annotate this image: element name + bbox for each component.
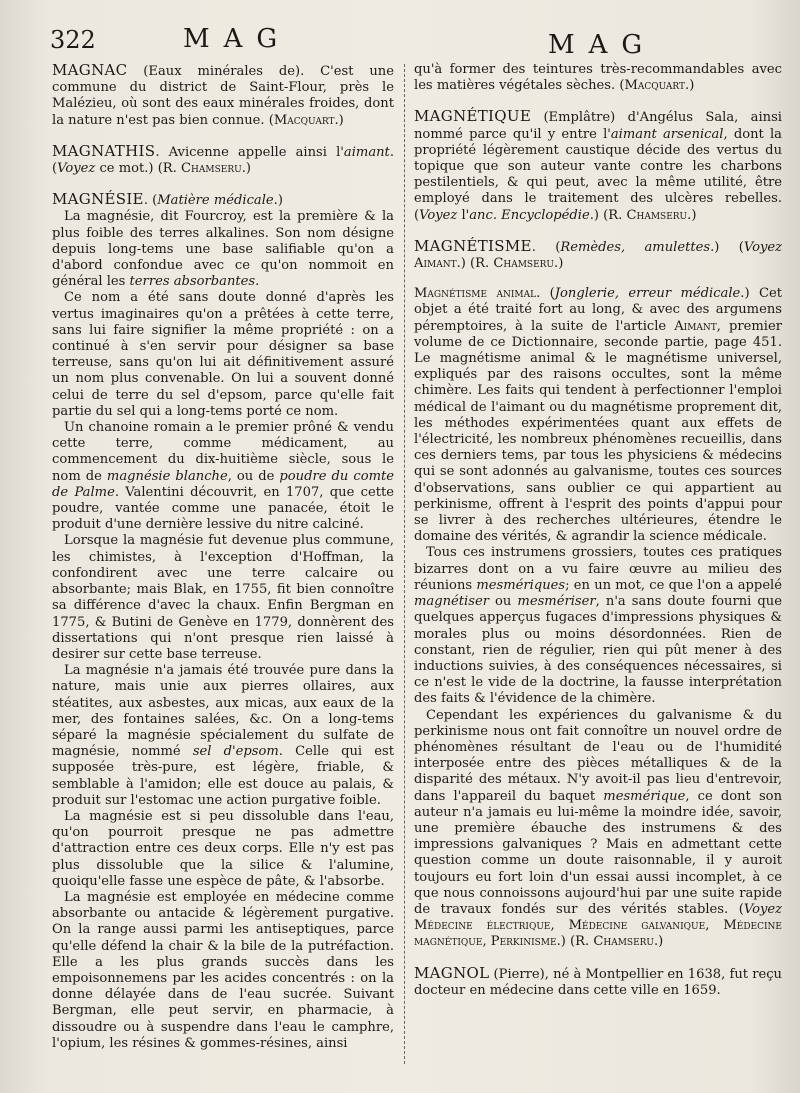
entry-magnac: MAGNAC (Eaux minérales de). C'est une commune du district de Saint-Flour, près le Malézieu, où sont des eaux minérales froides, dont la nature n'est pas bien connue. (Macquart.) [52,61,394,128]
author: Chamseru [593,934,655,950]
continuation: qu'à former des teintures très-recommandables avec les matières végétales sèches. (Macquart.) [414,62,782,94]
column-divider [404,64,405,1064]
running-title-right: MAG [548,30,657,60]
paragraph: Tous ces instrumens grossiers, toutes ces pratiques bizarres dont on a vu faire œuvre au milieu des réunions mesmériques; en un mot, ce que l'on a appelé magnétiser ou mesmériser, n'a sans doute fourni que quelques apperçus fugaces d'impressions physiques & morales plus ou moins désordonnées. Rien de constant, rien de régulier, rien qui pût mener à des inductions suivies, à des conséquences nécessaires, si ce n'est le vide de la doctrine, la fausse interprétation des faits & l'évidence de la chimère. [414,545,782,707]
left-column [52,62,394,1052]
paragraph: Un chanoine romain a le premier prôné & vendu cette terre, comme médicament, au commencement du dix-huitième siècle, sous le nom de magnésie blanche, ou de poudre du comte de Palme. Valentini découvrit, en 1707, que cette poudre, vantée comme une panacée, étoit le produit d'une dernière lessive du nitre calciné. [52,420,394,533]
headword: MAGNÉSIE [52,190,144,209]
entry-magnetique: MAGNÉTIQUE (Emplâtre) d'Angélus Sala, ainsi nommé parce qu'il y entre l'aimant arsenical, dont la propriété légèrement caustique décide des vertus du topique que son auteur vante contre les charbons pestilentiels, & qui peut, avec la même utilité, être employé dans le traitement des ulcères rebelles. (Voyez l'anc. Encyclopédie.) (R. Chamseru.) [414,107,782,223]
paragraph: Ce nom a été sans doute donné d'après les vertus imaginaires qu'on a prêtées à cette terre, sans lui faire signifier la même propriété : on a continué à s'en servir pour désigner sa base terreuse, sans qu'on lui ait définitivement assuré un nom plus convenable. On lui a souvent donné celui de terre du sel d'epsom, parce qu'elle fait partie du sel qui a long-tems porté ce nom. [52,290,394,419]
right-column [414,62,782,999]
author: Chamseru [181,161,242,177]
headword: MAGNOL [414,963,490,982]
headword: MAGNÉTIQUE [414,107,532,126]
entry-magnetisme-animal: Magnétisme animal. (Jonglerie, erreur médicale.) Cet objet a été traité fort au long, & avec des argumens péremptoires, à la suite de l'article Aimant, premier volume de ce Dictionnaire, seconde partie, page 451. Le magnétisme animal & le magnétisme universel, expliqués par des raisons occultes, sont la même chimère. Les faits qui tendent à perfectionner l'emploi médical de l'aimant ou du magnétisme proprement dit, les méthodes expérimentées quant aux effets de l'électricité, les nombreux phénomènes recueillis, dans ces derniers tems, par tous les physiciens & médecins qui se sont adonnés au galvanisme, toutes ces sources d'observations, sans oublier ce qui appartient au perkinisme, offrent à l'esprit des points d'appui pour se livrer à des recherches ultérieures, étendre le domaine des vérités, & agrandir la science médicale. [414,286,782,545]
running-header [0,22,800,62]
entry-magnathis: MAGNATHIS. Avicenne appelle ainsi l'aimant. (Voyez ce mot.) (R. Chamseru.) [52,141,394,177]
author: Macquart [624,78,686,94]
paragraph: Lorsque la magnésie fut devenue plus commune, les chimistes, à l'exception d'Hoffman, la confondirent avec une terre calcaire ou absorbante; mais Blak, en 1755, fit bien connoître sa différence d'avec la chaux. Enfin Bergman en 1775, & Butini de Genève en 1779, donnèrent des dissertations qui n'ont presque rien laissé à desirer sur cette base terreuse. [52,533,394,662]
entry-magnesie: MAGNÉSIE. (Matière médicale.) [52,190,283,209]
author: Chamseru [493,256,555,272]
paragraph: La magnésie est employée en médecine comme absorbante ou antacide & légèrement purgative. On la range aussi parmi les antiseptiques, parce qu'elle défend la chair & la bile de la putréfaction. Elle a les plus grands succès dans les empoisonnemens par les acides concentrés : on la donne délayée dans de l'eau sucrée. Suivant Bergman, elle peut servir, en pharmacie, à dissoudre ou à suspendre dans l'eau le camphre, l'opium, les résines & gommes-résines, ainsi [52,889,394,1051]
paragraph: La magnésie, dit Fourcroy, est la première & la plus foible des terres alkalines. Son nom désigne depuis long-tems une base salifiable qu'on a d'abord confondue avec ce qu'on nommoit en général les terres absorbantes. [52,209,394,290]
page-number: 322 [50,26,96,54]
author: Macquart [273,112,335,128]
headword: MAGNÉTISME [414,236,532,255]
entry-magnol: MAGNOL (Pierre), né à Montpellier en 1638, fut reçu docteur en médecine dans cette ville en 1659. [414,963,782,998]
headword: MAGNATHIS [52,141,156,160]
headword: MAGNAC [52,61,128,79]
paragraph: La magnésie est si peu dissoluble dans l'eau, qu'on pourroit presque ne pas admettre d'attraction entre ces deux corps. Elle n'y est pas plus dissoluble que la silice & l'alumine, quoiqu'elle fasse une espèce de pâte, & l'absorbe. [52,808,394,889]
running-title-left: MAG [183,24,292,54]
entry-magnetisme: MAGNÉTISME. (Remèdes, amulettes.) (Voyez Aimant.) (R. Chamseru.) [414,236,782,272]
author: Chamseru [626,207,688,223]
headword: Magnétisme animal [414,286,537,302]
paragraph: La magnésie n'a jamais été trouvée pure dans la nature, mais unie aux pierres ollaires, aux stéatites, aux asbestes, aux micas, aux eaux de la mer, des fontaines salées, &c. On a long-tems séparé la magnésie spécialement du sulfate de magnésie, nommé sel d'epsom. Celle qui est supposée très-pure, est légère, friable, & semblable à l'amidon; elle est douce au palais, & produit sur l'estomac une action purgative foible. [52,663,395,808]
paragraph: Cependant les expériences du galvanisme & du perkinisme nous ont fait connoître un nouvel ordre de phénomènes résultant de l'eau ou de l'humidité interposée entre des pièces métalliques & de la disparité des métaux. N'y avoit-il pas lieu d'entrevoir, dans l'appareil du baquet mesmérique, ce dont son auteur n'a jamais eu lui-même la moindre idée, savoir, une première ébauche des instrumens & des impressions galvaniques ? Mais en admettant cette question comme un doute raisonnable, il y auroit toujours eu fort loin d'un essai aussi incomplet, à ce que nous connoissons aujourd'hui par une suite rapide de travaux fondés sur des vérités stables. (Voyez Médecine électrique, Médecine galvanique, Médecine magnétique, Perkinisme.) (R. Chamseru.) [414,707,782,950]
